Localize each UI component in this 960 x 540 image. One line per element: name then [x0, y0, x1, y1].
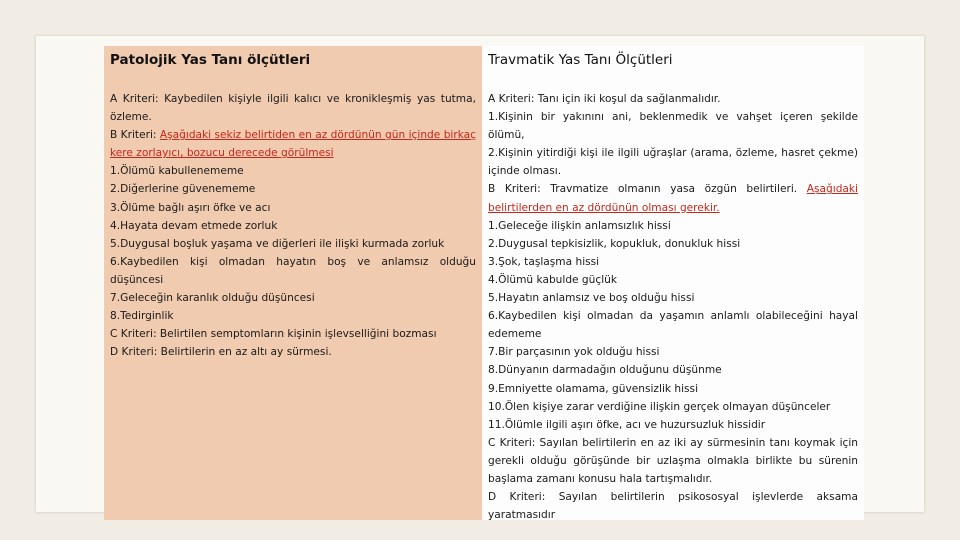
pathological-grief-title: Patolojik Yas Tanı ölçütleri — [110, 52, 311, 68]
list-item: 2.Diğerlerine güvenememe — [110, 183, 256, 196]
list-item: 6.Kaybedilen kişi olmadan da yaşamın anlamlı olabileceğini hayal edememe — [488, 310, 858, 341]
traumatic-grief-body — [488, 90, 858, 524]
criterion-c: C Kriteri: Sayılan belirtilerin en az iki ay sürmesinin tanı koymak için gerekli olduğu görüşünde bir uzlaşma olmakla birlikte bu sürenin başlama zamanı konusu hala tartışmalıdır. — [488, 436, 858, 485]
traumatic-grief-title: Travmatik Yas Tanı Ölçütleri — [488, 52, 673, 68]
list-item: 8.Tedirginlik — [110, 310, 174, 323]
criterion-a-item: 1.Kişinin bir yakınını ani, beklenmedik ve vahşet içeren şekilde ölümü, — [488, 111, 858, 142]
criterion-c: C Kriteri: Belirtilen semptomların kişinin işlevselliğini bozması — [110, 328, 437, 341]
list-item: 1.Ölümü kabullenememe — [110, 165, 244, 178]
list-item: 7.Bir parçasının yok olduğu hissi — [488, 346, 660, 359]
list-item: 9.Emniyette olamama, güvensizlik hissi — [488, 382, 699, 395]
list-item: 3.Ölüme bağlı aşırı öfke ve acı — [110, 201, 271, 214]
list-item: 8.Dünyanın darmadağın olduğunu düşünme — [488, 364, 722, 377]
criterion-b-highlight: Aşağıdaki belirtilerden en az dördünün olması gerekir. — [488, 183, 858, 214]
list-item: 5.Hayatın anlamsız ve boş olduğu hissi — [488, 292, 695, 305]
pathological-grief-body — [110, 90, 476, 361]
criterion-b — [488, 180, 858, 216]
criterion-b-highlight: Aşağıdaki sekiz belirtiden en az dördünün gün içinde birkaç kere zorlayıcı, bozucu derecede görülmesi — [110, 129, 476, 160]
traumatic-grief-panel — [482, 46, 864, 520]
list-item: 1.Geleceğe ilişkin anlamsızlık hissi — [488, 219, 671, 232]
list-item: 10.Ölen kişiye zarar verdiğine ilişkin gerçek olmayan düşünceler — [488, 400, 831, 413]
list-item: 11.Ölümle ilgili aşırı öfke, acı ve huzursuzluk hissidir — [488, 418, 766, 431]
list-item: 4.Hayata devam etmede zorluk — [110, 219, 278, 232]
list-item: 2.Duygusal tepkisizlik, kopukluk, donukluk hissi — [488, 237, 741, 250]
criterion-b-prefix: B Kriteri: Travmatize olmanın yasa özgün belirtileri. — [488, 183, 807, 196]
criterion-b-prefix: B Kriteri: — [110, 129, 160, 142]
list-item: 5.Duygusal boşluk yaşama ve diğerleri ile ilişki kurmada zorluk — [110, 237, 445, 250]
criterion-a: A Kriteri: Tanı için iki koşul da sağlanmalıdır. — [488, 93, 721, 105]
list-item: 4.Ölümü kabulde güçlük — [488, 273, 617, 286]
list-item: 7.Geleceğin karanlık olduğu düşüncesi — [110, 292, 315, 305]
list-item: 3.Şok, taşlaşma hissi — [488, 255, 600, 268]
pathological-grief-panel — [104, 46, 482, 520]
criterion-a: A Kriteri: Kaybedilen kişiyle ilgili kalıcı ve kronikleşmiş yas tutma, özleme. — [110, 93, 476, 124]
criterion-a-item: 2.Kişinin yitirdiği kişi ile ilgili uğraşlar (arama, özleme, hasret çekme) içinde olması. — [488, 147, 858, 178]
criterion-b — [110, 126, 476, 162]
criterion-d: D Kriteri: Sayılan belirtilerin psikososyal işlevlerde aksama yaratmasıdır — [488, 491, 858, 522]
list-item: 6.Kaybedilen kişi olmadan hayatın boş ve anlamsız olduğu düşüncesi — [110, 255, 476, 286]
criterion-d: D Kriteri: Belirtilerin en az altı ay sürmesi. — [110, 346, 332, 359]
